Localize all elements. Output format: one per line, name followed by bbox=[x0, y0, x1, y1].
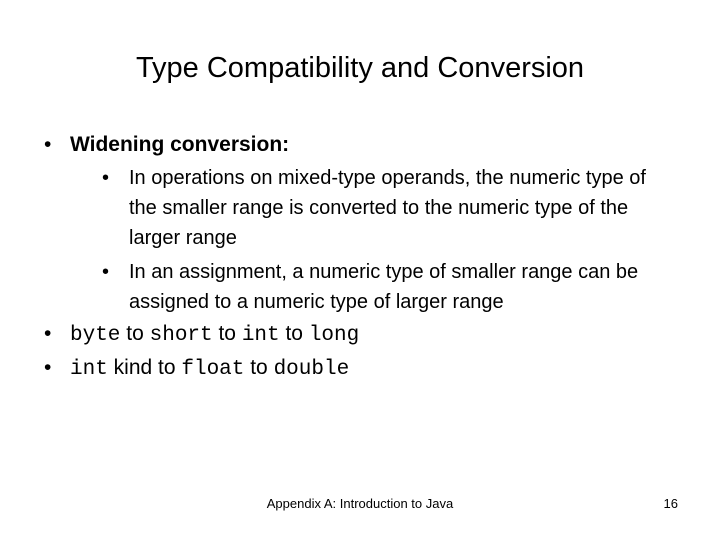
bullet-widening-conversion bbox=[44, 130, 290, 160]
bullet-integer-chain bbox=[44, 319, 360, 351]
type-byte: byte bbox=[70, 324, 121, 347]
bullet-marker: • bbox=[102, 261, 110, 283]
type-long: long bbox=[308, 324, 360, 347]
widening-heading: Widening conversion: bbox=[70, 133, 290, 156]
bullet-marker: • bbox=[44, 356, 52, 379]
connector-to: to bbox=[244, 356, 274, 379]
type-short: short bbox=[149, 324, 213, 347]
connector-to: to bbox=[212, 322, 242, 345]
type-int: int bbox=[241, 324, 280, 347]
type-double: double bbox=[273, 358, 350, 381]
footer-text: Appendix A: Introduction to Java bbox=[266, 496, 454, 511]
type-float: float bbox=[181, 358, 245, 381]
sub-bullet-assignment bbox=[102, 257, 669, 317]
bullet-marker: • bbox=[44, 133, 52, 156]
bullet-float-chain bbox=[44, 353, 350, 385]
bullet-marker: • bbox=[102, 167, 110, 189]
sub-bullet-text: In an assignment, a numeric type of smaller range can be assigned to a numeric type of larger range bbox=[129, 261, 639, 313]
connector-kind-to: kind to bbox=[107, 356, 182, 379]
connector-to: to bbox=[279, 322, 309, 345]
connector-to: to bbox=[120, 322, 150, 345]
sub-bullet-mixed-operands bbox=[102, 163, 669, 253]
slide-title: Type Compatibility and Conversion bbox=[135, 52, 585, 84]
sub-bullet-text: In operations on mixed-type operands, the numeric type of the smaller range is converted to the numeric type of the larger range bbox=[129, 167, 646, 249]
bullet-marker: • bbox=[44, 322, 52, 345]
page-number: 16 bbox=[663, 496, 678, 511]
type-int: int bbox=[70, 358, 108, 381]
